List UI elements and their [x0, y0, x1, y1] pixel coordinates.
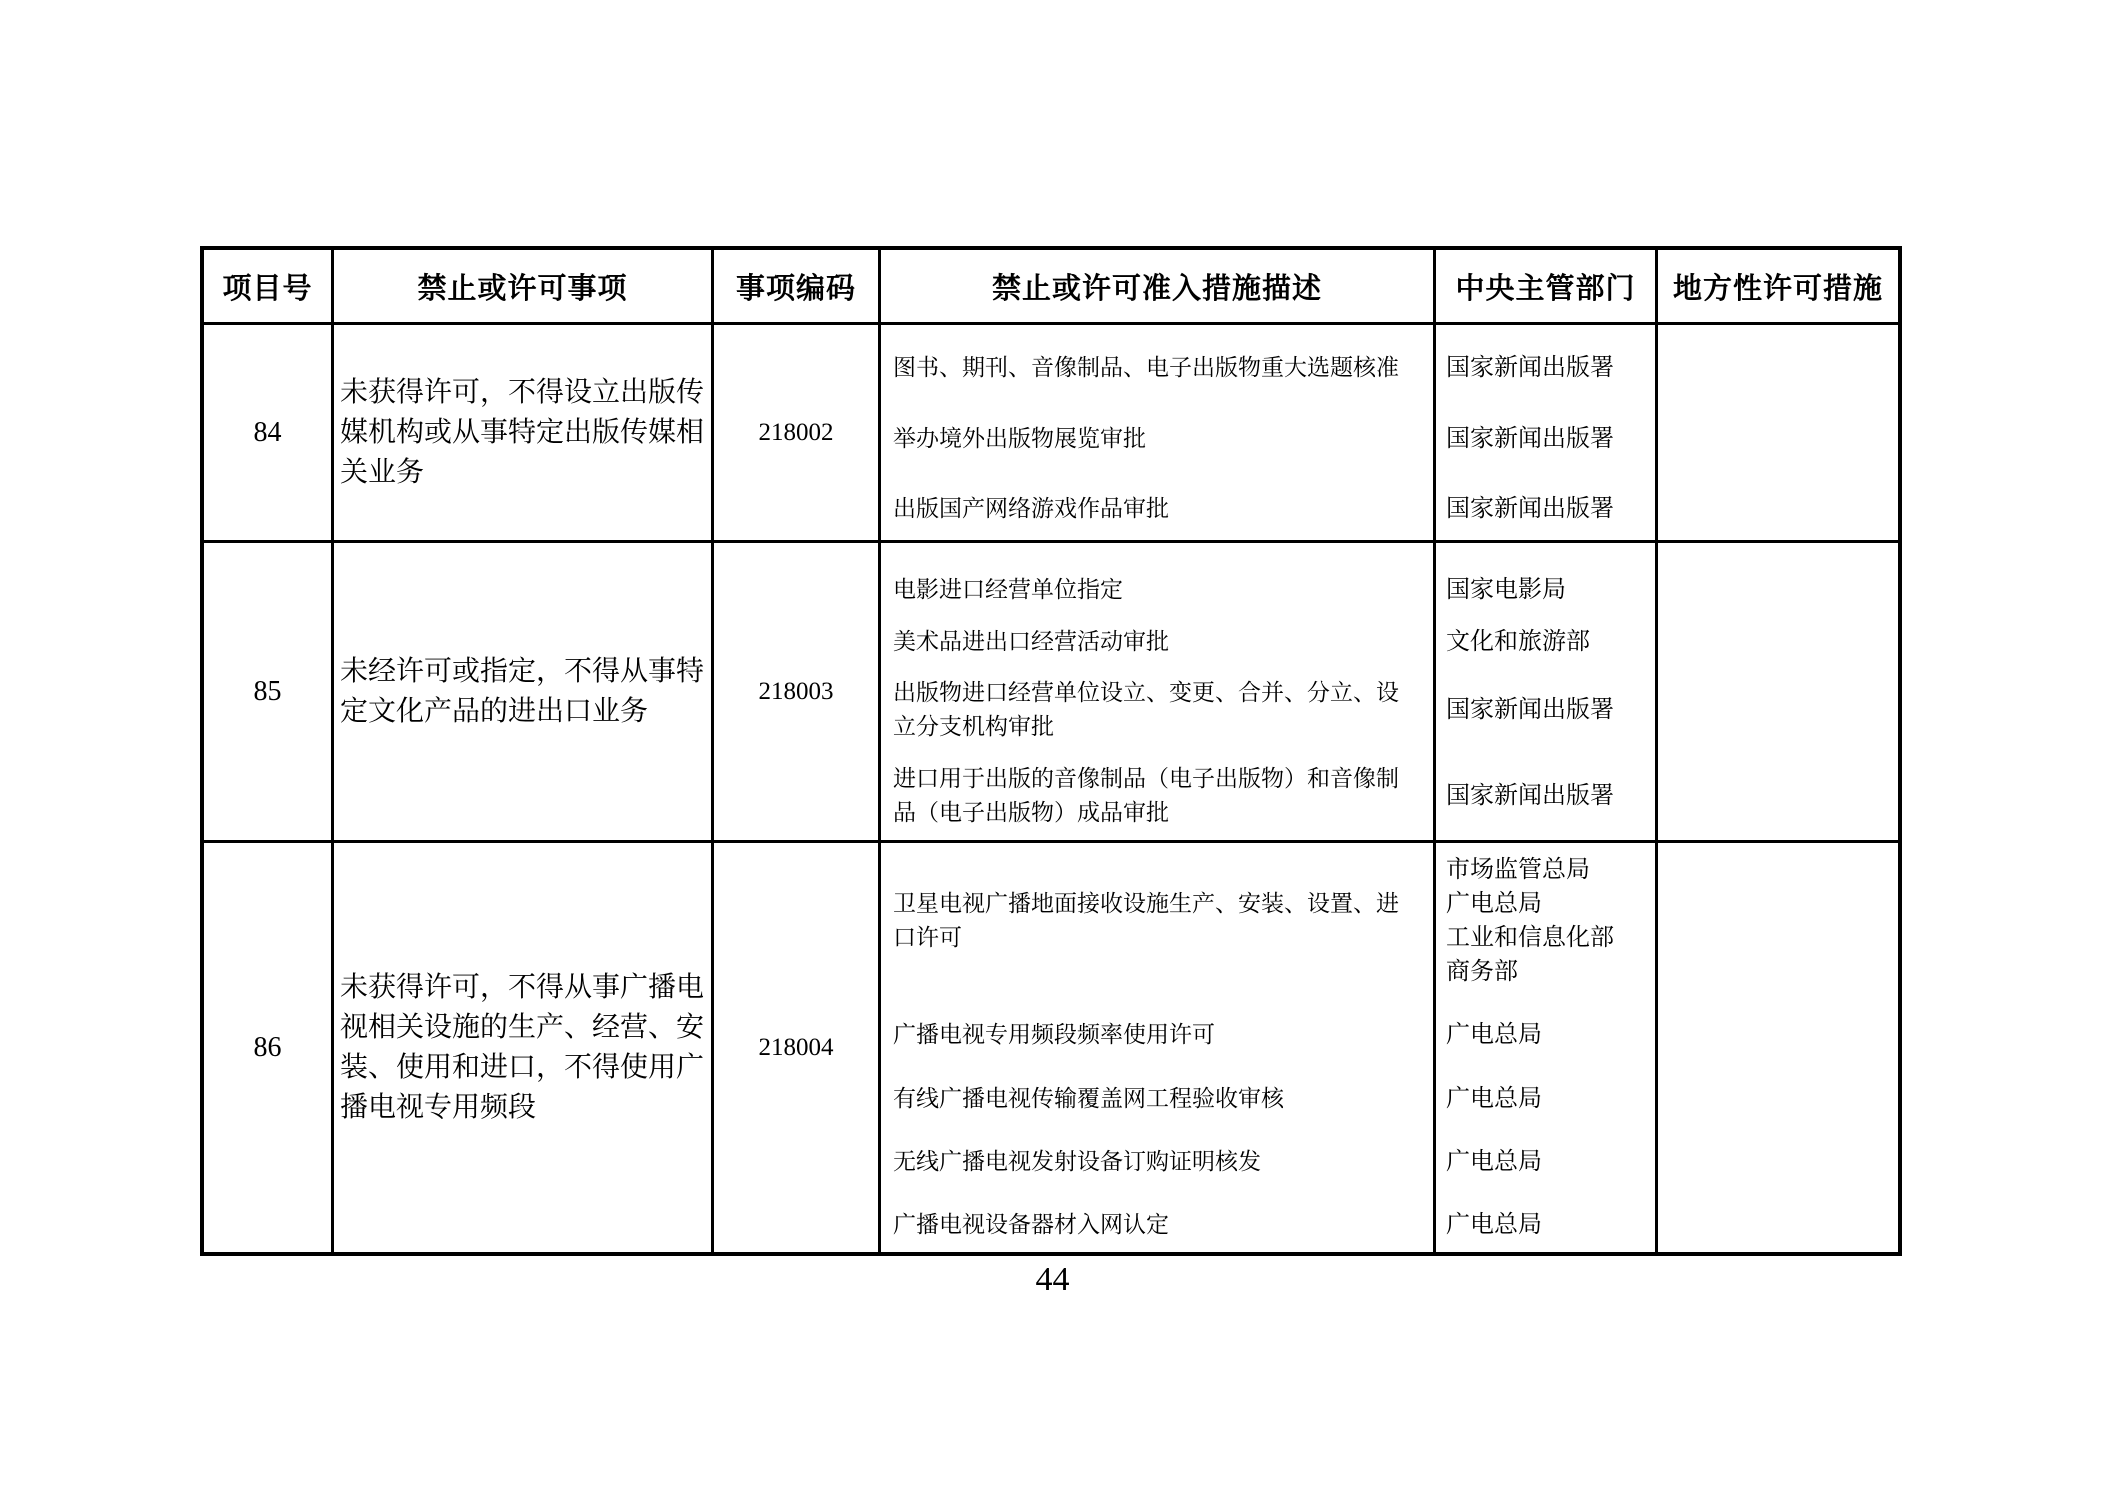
measure-row [881, 422, 1655, 456]
item-description: 未获得许可，不得设立出版传媒机构或从事特定出版传媒相关业务 [331, 322, 711, 540]
measure-description [881, 762, 1433, 830]
department-cell [1433, 422, 1655, 456]
measure-row [881, 676, 1655, 744]
measure-description-text: 有线广播电视传输覆盖网工程验收审核 [893, 1085, 1284, 1111]
measure-description-text: 电影进口经营单位指定 [893, 577, 1123, 602]
measure-row [881, 625, 1655, 659]
item-code: 218004 [711, 840, 878, 1252]
department-name: 国家新闻出版署 [1446, 697, 1614, 724]
item-code: 218002 [711, 322, 878, 540]
measure-description-text: 出版物进口经营单位设立、变更、合并、分立、设立分支机构审批 [893, 680, 1399, 740]
column-divider-line [1433, 318, 1436, 1256]
measure-row [881, 351, 1655, 385]
department-name: 国家新闻出版署 [1446, 425, 1614, 452]
department-cell [1433, 1208, 1655, 1242]
item-description: 未经许可或指定，不得从事特定文化产品的进出口业务 [331, 540, 711, 840]
department-name: 工业和信息化部 [1446, 925, 1614, 951]
page-number: 44 [1035, 1261, 1070, 1298]
department-name: 国家新闻出版署 [1446, 355, 1614, 381]
measure-description [881, 573, 1433, 607]
department-cell [1433, 573, 1655, 607]
department-cell [1433, 492, 1655, 526]
measure-row [881, 573, 1655, 607]
measure-description-text: 进口用于出版的音像制品（电子出版物）和音像制品（电子出版物）成品审批 [893, 765, 1399, 825]
measure-row [881, 762, 1655, 830]
department-name: 文化和旅游部 [1446, 628, 1590, 655]
department-name: 广电总局 [1446, 1148, 1542, 1175]
measure-description-text: 卫星电视广播地面接收设施生产、安装、设置、进口许可 [893, 891, 1399, 950]
measure-row [881, 1208, 1655, 1242]
measure-description-text: 出版国产网络游戏作品审批 [893, 496, 1169, 521]
item-number: 86 [204, 840, 331, 1252]
measure-description [881, 1082, 1433, 1116]
column-header-measure-description: 禁止或许可准入措施描述 [878, 250, 1433, 322]
measure-description [881, 1208, 1433, 1242]
department-cell [1433, 762, 1655, 830]
measure-description [881, 422, 1433, 456]
department-name: 市场监管总局 [1446, 857, 1590, 883]
measure-description [881, 1018, 1433, 1052]
measure-description-text: 广播电视设备器材入网认定 [893, 1212, 1169, 1237]
measure-description-text: 无线广播电视发射设备订购证明核发 [893, 1148, 1261, 1174]
measure-description [881, 676, 1433, 744]
local-measures-cell [1655, 840, 1898, 1252]
item-number: 85 [204, 540, 331, 840]
measure-description [881, 1145, 1433, 1179]
column-header-local-measures: 地方性许可措施 [1655, 250, 1898, 322]
column-header-prohibited-or-licensed-matter: 禁止或许可事项 [331, 250, 711, 322]
measures-cell [878, 840, 1655, 1252]
measures-cell [878, 322, 1655, 540]
department-name: 国家新闻出版署 [1446, 782, 1614, 809]
measure-row [881, 853, 1655, 989]
measure-description-text: 广播电视专用频段频率使用许可 [893, 1022, 1215, 1048]
department-name: 广电总局 [1446, 1085, 1542, 1112]
department-cell [1433, 676, 1655, 744]
department-cell [1433, 1082, 1655, 1116]
department-name: 广电总局 [1446, 1022, 1542, 1049]
measure-description [881, 492, 1433, 526]
department-name: 广电总局 [1446, 891, 1542, 917]
department-name: 广电总局 [1446, 1212, 1542, 1238]
department-name: 商务部 [1446, 959, 1518, 985]
measure-row [881, 1145, 1655, 1179]
measure-row [881, 492, 1655, 526]
local-measures-cell [1655, 540, 1898, 840]
column-header-central-department: 中央主管部门 [1433, 250, 1655, 322]
department-cell [1433, 625, 1655, 659]
measure-description-text: 美术品进出口经营活动审批 [893, 628, 1169, 654]
column-header-item-code: 事项编码 [711, 250, 878, 322]
department-name: 国家电影局 [1446, 577, 1566, 603]
measure-row [881, 1018, 1655, 1052]
department-cell [1433, 351, 1655, 385]
measure-description [881, 625, 1433, 659]
department-cell [1433, 1145, 1655, 1179]
item-description: 未获得许可，不得从事广播电视相关设施的生产、经营、安装、使用和进口，不得使用广播电视专用频段 [331, 840, 711, 1252]
item-number: 84 [204, 322, 331, 540]
department-cell [1433, 1018, 1655, 1052]
department-name: 国家新闻出版署 [1446, 496, 1614, 522]
item-code: 218003 [711, 540, 878, 840]
measure-description-text: 图书、期刊、音像制品、电子出版物重大选题核准 [893, 355, 1399, 380]
license-table [200, 246, 1902, 1256]
measure-description [881, 853, 1433, 989]
measure-description-text: 举办境外出版物展览审批 [893, 425, 1146, 451]
local-measures-cell [1655, 322, 1898, 540]
measure-row [881, 1082, 1655, 1116]
measures-cell [878, 540, 1655, 840]
column-header-item-number: 项目号 [222, 272, 313, 305]
measure-description [881, 351, 1433, 385]
department-cell [1433, 853, 1655, 989]
